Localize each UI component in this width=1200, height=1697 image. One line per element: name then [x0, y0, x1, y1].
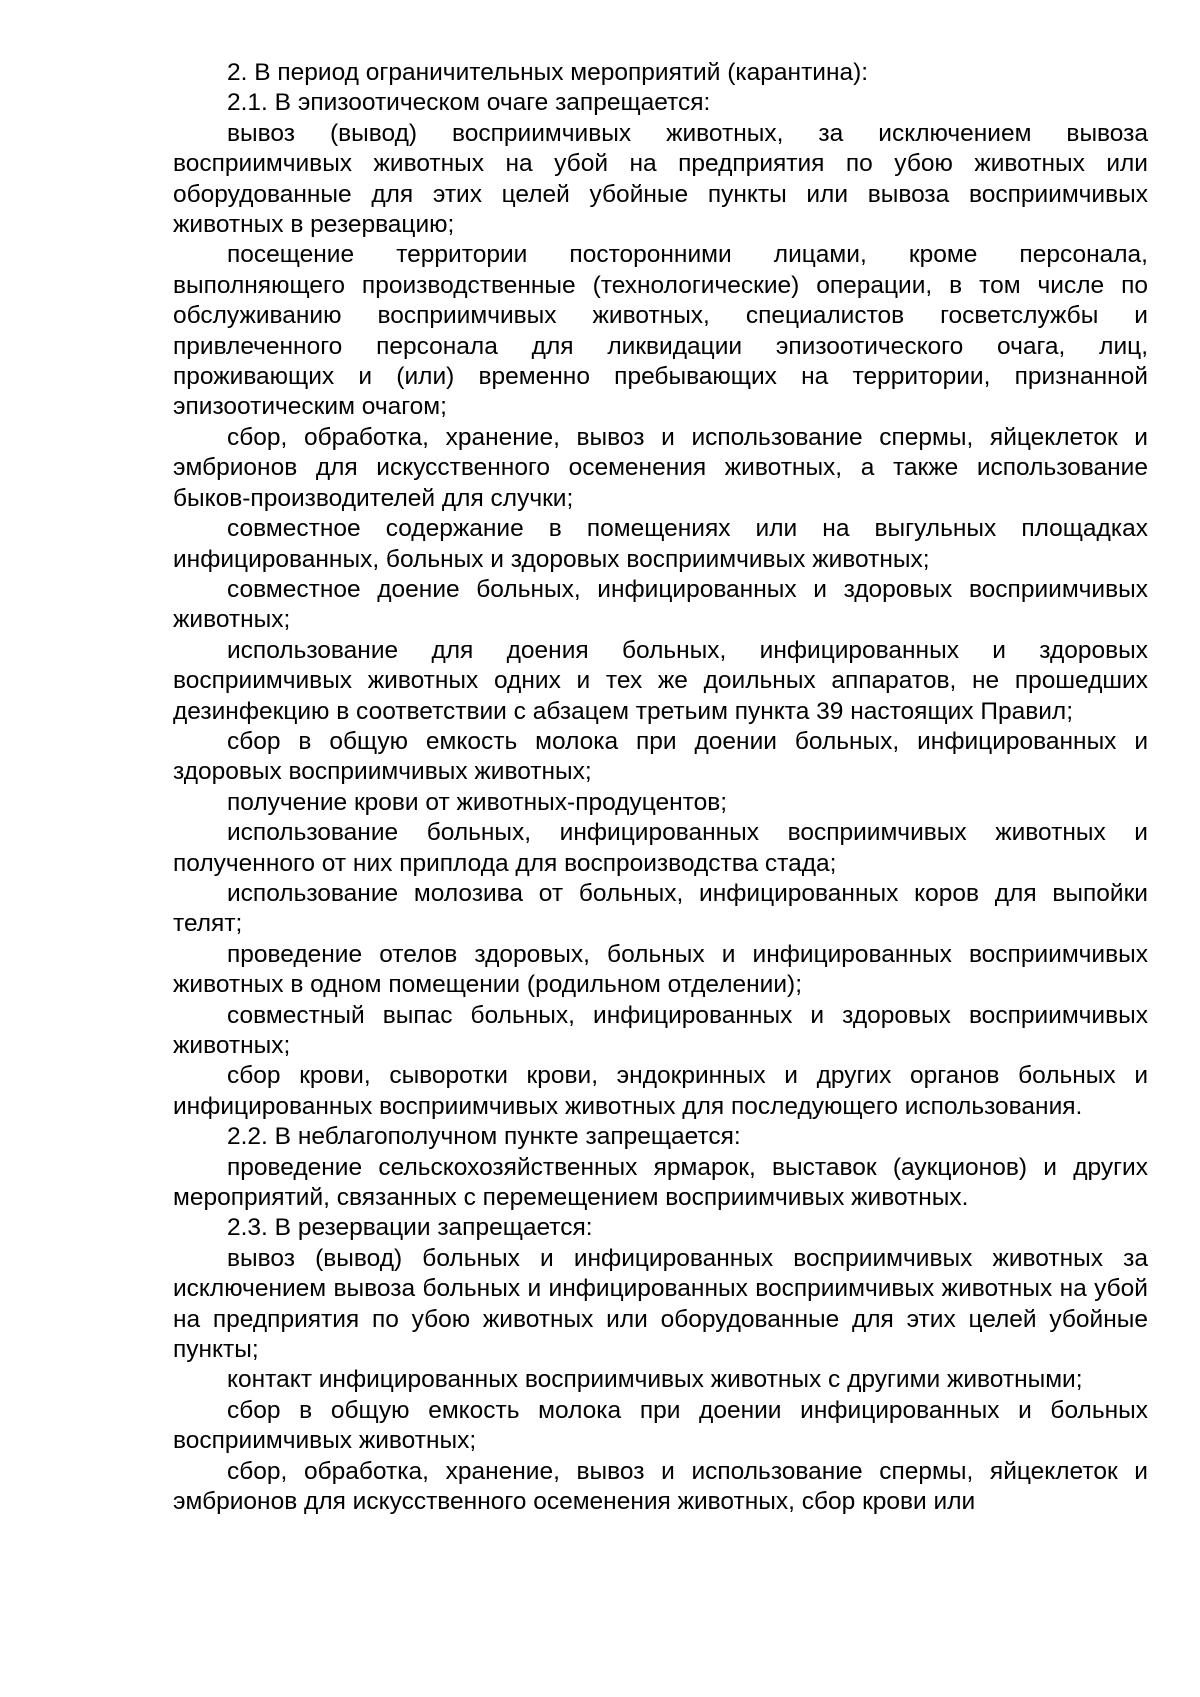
paragraph: посещение территории посторонними лицами, кроме персонала, выполняющего производственные (технологические) операции, в том числе по обслуживанию восприимчивых животных, специалистов госветслужбы и привлеченного персонала для ликвидации эпизоотического очага, лиц, проживающих и (или) временно пребывающих на территории, признанной эпизоотическим очагом;	[173, 241, 1148, 421]
paragraph: вывоз (вывод) восприимчивых животных, за исключением вывоза восприимчивых животных на убой на предприятия по убою животных или оборудованные для этих целей убойные пункты или вывоза восприимчивых животных в резервацию;	[173, 119, 1148, 239]
paragraph: совместное доение больных, инфицированных и здоровых восприимчивых животных;	[173, 575, 1148, 634]
paragraph: контакт инфицированных восприимчивых животных с другими животными;	[227, 1366, 1083, 1394]
paragraph: сбор, обработка, хранение, вывоз и использование спермы, яйцеклеток и эмбрионов для искусственного осеменения животных, а также использование быков-производителей для случки;	[173, 423, 1148, 512]
subsection-heading-unfavorable-point: 2.2. В неблагополучном пункте запрещается:	[227, 1123, 741, 1151]
document-body	[173, 58, 1148, 1518]
paragraph: проведение отелов здоровых, больных и инфицированных восприимчивых животных в одном помещении (родильном отделении);	[173, 940, 1148, 999]
subsection-heading-outbreak: 2.1. В эпизоотическом очаге запрещается:	[227, 89, 711, 117]
section-heading-quarantine: 2. В период ограничительных мероприятий (карантина):	[227, 59, 869, 86]
paragraph: совместное содержание в помещениях или на выгульных площадках инфицированных, больных и здоровых восприимчивых животных;	[173, 515, 1148, 573]
paragraph: сбор в общую емкость молока при доении больных, инфицированных и здоровых восприимчивых животных;	[173, 727, 1148, 786]
paragraph: получение крови от животных-продуцентов;	[227, 788, 728, 816]
paragraph: сбор крови, сыворотки крови, эндокринных и других органов больных и инфицированных восприимчивых животных для последующего использования.	[173, 1062, 1148, 1120]
paragraph: проведение сельскохозяйственных ярмарок, выставок (аукционов) и других мероприятий, связанных с перемещением восприимчивых животных.	[173, 1153, 1148, 1212]
paragraph: сбор, обработка, хранение, вывоз и использование спермы, яйцеклеток и эмбрионов для искусственного осеменения животных, сбор крови или	[173, 1457, 1148, 1516]
subsection-heading-reservation: 2.3. В резервации запрещается:	[227, 1214, 593, 1242]
paragraph: использование молозива от больных, инфицированных коров для выпойки телят;	[173, 879, 1148, 938]
paragraph: вывоз (вывод) больных и инфицированных восприимчивых животных за исключением вывоза больных и инфицированных восприимчивых животных на убой на предприятия по убою животных или оборудованные для этих целей убойные пункты;	[173, 1244, 1148, 1364]
paragraph: использование для доения больных, инфицированных и здоровых восприимчивых животных одних и тех же доильных аппаратов, не прошедших дезинфекцию в соответствии с абзацем третьим пункта 39 настоящих Правил;	[173, 636, 1148, 725]
paragraph: сбор в общую емкость молока при доении инфицированных и больных восприимчивых животных;	[173, 1396, 1148, 1455]
paragraph: использование больных, инфицированных восприимчивых животных и полученного от них приплода для воспроизводства стада;	[173, 819, 1148, 877]
paragraph: совместный выпас больных, инфицированных и здоровых восприимчивых животных;	[173, 1001, 1148, 1059]
